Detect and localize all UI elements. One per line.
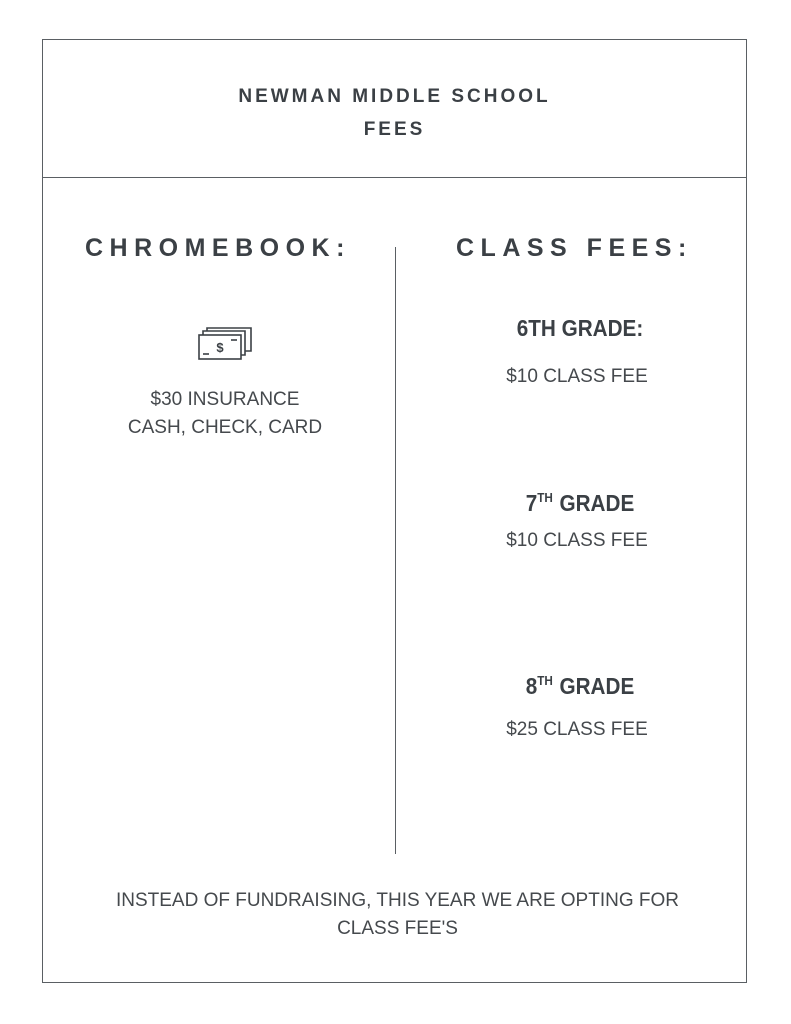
grade-7-suffix: TH — [537, 490, 553, 505]
svg-text:$: $ — [216, 340, 224, 355]
grade-8-heading — [454, 673, 706, 700]
grade-6-heading: 6TH GRADE: — [516, 315, 644, 341]
grade-8-suffix: TH — [537, 673, 553, 688]
header-divider — [42, 177, 747, 178]
grade-6-fee: $10 CLASS FEE — [506, 366, 648, 387]
grade-8-label: GRADE — [559, 673, 635, 699]
column-divider — [395, 247, 396, 854]
page-title: NEWMAN MIDDLE SCHOOL — [238, 86, 551, 107]
money-icon — [197, 327, 253, 363]
grade-8-number: 8 — [525, 673, 538, 699]
grade-7-number: 7 — [525, 490, 538, 516]
insurance-fee: $30 INSURANCE — [150, 389, 300, 410]
grade-7-fee: $10 CLASS FEE — [506, 530, 648, 551]
grade-7-label: GRADE — [559, 490, 635, 516]
class-fees-heading: CLASS FEES: — [456, 234, 693, 262]
page-subtitle: FEES — [363, 119, 426, 140]
grade-7-heading — [454, 490, 706, 517]
footer-note: INSTEAD OF FUNDRAISING, THIS YEAR WE ARE OPTING FOR CLASS FEE'S — [115, 890, 680, 939]
grade-8-fee: $25 CLASS FEE — [506, 719, 648, 740]
payment-methods: CASH, CHECK, CARD — [127, 417, 323, 438]
chromebook-heading: CHROMEBOOK: — [85, 234, 351, 262]
